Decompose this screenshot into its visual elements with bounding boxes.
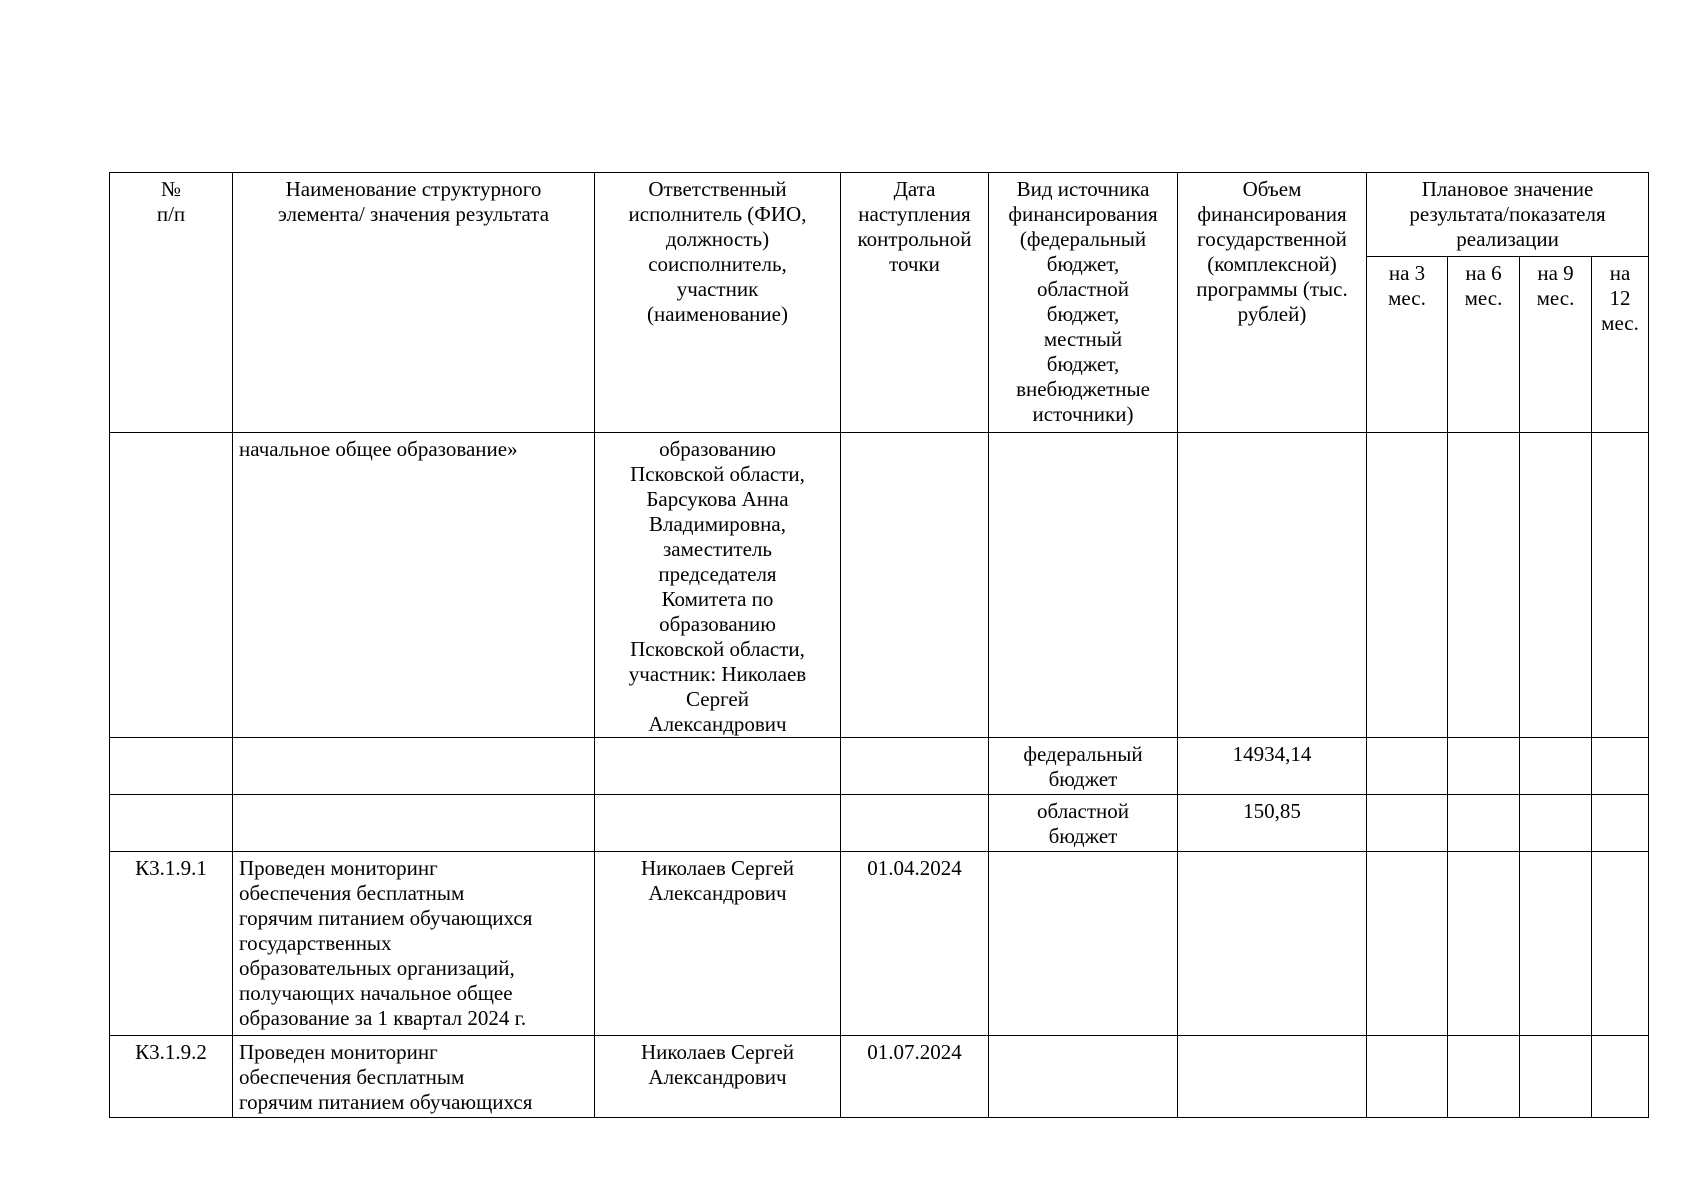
cell-volume [1178, 852, 1367, 1036]
cell-m3 [1367, 852, 1448, 1036]
cell-m9 [1520, 852, 1592, 1036]
header-m6: на 6 мес. [1448, 257, 1520, 433]
cell-name: начальное общее образование» [233, 433, 595, 738]
header-source: Вид источника финансирования (федеральный бюджет, областной бюджет, местный бюджет, внебюджетные источники) [989, 173, 1178, 433]
cell-date: 01.04.2024 [841, 852, 989, 1036]
table-row [110, 795, 1649, 852]
cell-source: федеральный бюджет [989, 738, 1178, 795]
cell-volume: 14934,14 [1178, 738, 1367, 795]
cell-volume: 150,85 [1178, 795, 1367, 852]
table-row [110, 852, 1649, 1036]
header-m3: на 3 мес. [1367, 257, 1448, 433]
cell-m12 [1592, 795, 1649, 852]
header-volume: Объем финансирования государственной (комплексной) программы (тыс. рублей) [1178, 173, 1367, 433]
header-plan: Плановое значение результата/показателя реализации [1367, 173, 1649, 257]
cell-source [989, 433, 1178, 738]
cell-responsible: образованию Псковской области, Барсукова Анна Владимировна, заместитель председателя Комитета по образованию Псковской области, участник: Николаев Сергей Александрович [595, 433, 841, 738]
cell-date: 01.07.2024 [841, 1036, 989, 1118]
plan-table [109, 172, 1649, 1118]
cell-m12 [1592, 738, 1649, 795]
cell-num [110, 795, 233, 852]
cell-m9 [1520, 433, 1592, 738]
cell-m3 [1367, 1036, 1448, 1118]
cell-name [233, 738, 595, 795]
cell-source [989, 852, 1178, 1036]
cell-date [841, 433, 989, 738]
cell-m3 [1367, 795, 1448, 852]
header-num: № п/п [110, 173, 233, 433]
cell-m12 [1592, 433, 1649, 738]
cell-m9 [1520, 738, 1592, 795]
cell-m9 [1520, 795, 1592, 852]
cell-responsible [595, 795, 841, 852]
cell-responsible: Николаев Сергей Александрович [595, 852, 841, 1036]
cell-m12 [1592, 1036, 1649, 1118]
cell-m6 [1448, 795, 1520, 852]
cell-name: Проведен мониторинг обеспечения бесплатным горячим питанием обучающихся [233, 1036, 595, 1118]
cell-m6 [1448, 433, 1520, 738]
cell-m6 [1448, 738, 1520, 795]
header-m9: на 9 мес. [1520, 257, 1592, 433]
cell-source [989, 1036, 1178, 1118]
table-row [110, 1036, 1649, 1118]
cell-m3 [1367, 738, 1448, 795]
header-responsible: Ответственный исполнитель (ФИО, должность) соисполнитель, участник (наименование) [595, 173, 841, 433]
cell-num: К3.1.9.2 [110, 1036, 233, 1118]
cell-num [110, 433, 233, 738]
cell-name [233, 795, 595, 852]
header-date: Дата наступления контрольной точки [841, 173, 989, 433]
cell-m3 [1367, 433, 1448, 738]
table-header-row [110, 173, 1649, 257]
cell-num [110, 738, 233, 795]
header-m12: на 12 мес. [1592, 257, 1649, 433]
cell-m6 [1448, 852, 1520, 1036]
table-row [110, 433, 1649, 738]
cell-m6 [1448, 1036, 1520, 1118]
cell-responsible [595, 738, 841, 795]
cell-source: областной бюджет [989, 795, 1178, 852]
cell-m12 [1592, 852, 1649, 1036]
cell-m9 [1520, 1036, 1592, 1118]
cell-name: Проведен мониторинг обеспечения бесплатным горячим питанием обучающихся государственных образовательных организаций, получающих начальное общее образование за 1 квартал 2024 г. [233, 852, 595, 1036]
cell-volume [1178, 433, 1367, 738]
cell-volume [1178, 1036, 1367, 1118]
cell-responsible: Николаев Сергей Александрович [595, 1036, 841, 1118]
cell-num: К3.1.9.1 [110, 852, 233, 1036]
cell-date [841, 738, 989, 795]
header-name: Наименование структурного элемента/ значения результата [233, 173, 595, 433]
cell-date [841, 795, 989, 852]
table-row [110, 738, 1649, 795]
